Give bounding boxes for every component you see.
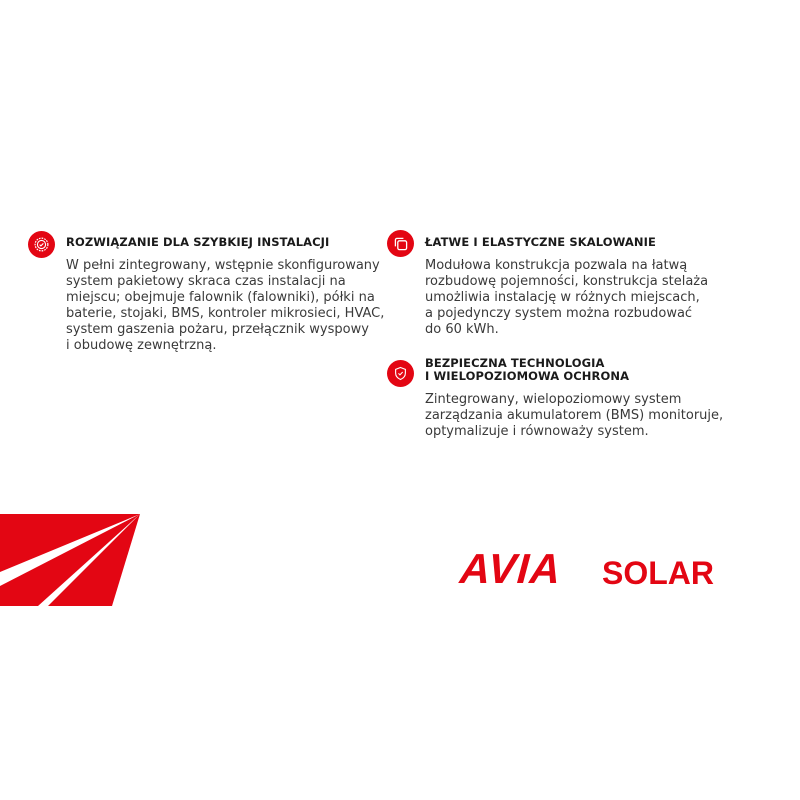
description-line: rozbudowę pojemności, konstrukcja stelaża xyxy=(425,274,709,289)
description-line: system gaszenia pożaru, przełącznik wyspowy xyxy=(66,322,369,337)
description-line: miejscu; obejmuje falownik (falowniki), półki na xyxy=(66,290,375,305)
description-line: i obudowę zewnętrzną. xyxy=(66,338,217,353)
description-line: Modułowa konstrukcja pozwala na łatwą xyxy=(425,258,688,273)
feature-description xyxy=(425,258,708,338)
shield-check-icon xyxy=(387,360,414,387)
description-line: Zintegrowany, wielopoziomowy system xyxy=(425,392,682,407)
description-line: do 60 kWh. xyxy=(425,322,499,337)
feature-description xyxy=(66,258,384,354)
description-line: optymalizuje i równoważy system. xyxy=(425,424,649,439)
feature-description xyxy=(425,392,723,440)
feature-title xyxy=(425,357,629,383)
description-line: a pojedynczy system można rozbudować xyxy=(425,306,693,321)
description-line: W pełni zintegrowany, wstępnie skonfigurowany xyxy=(66,258,380,273)
title-line: BEZPIECZNA TECHNOLOGIA xyxy=(425,356,605,370)
description-line: system pakietowy skraca czas instalacji na xyxy=(66,274,346,289)
feature-title: ŁATWE I ELASTYCZNE SKALOWANIE xyxy=(425,235,656,249)
logo-suffix: SOLAR xyxy=(602,555,714,591)
badge-check-icon xyxy=(28,231,55,258)
copy-layers-icon xyxy=(387,230,414,257)
decorative-road-graphic xyxy=(0,514,142,608)
logo-brand: AVIA xyxy=(458,545,563,592)
title-line: I WIELOPOZIOMOWA OCHRONA xyxy=(425,369,630,383)
description-line: umożliwia instalację w różnych miejscach, xyxy=(425,290,700,305)
description-line: baterie, stojaki, BMS, kontroler mikrosieci, HVAC, xyxy=(66,306,385,321)
feature-title: ROZWIĄZANIE DLA SZYBKIEJ INSTALACJI xyxy=(66,235,330,249)
description-line: zarządzania akumulatorem (BMS) monitoruje, xyxy=(425,408,724,423)
